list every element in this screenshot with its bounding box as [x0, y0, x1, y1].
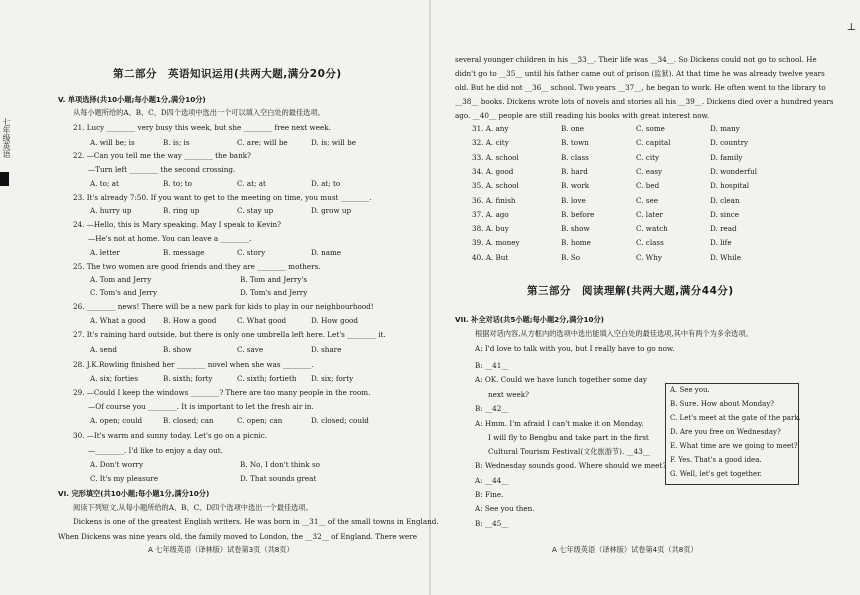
- option-25b: B. Tom and Jerry's: [240, 275, 308, 284]
- question-22b: —Turn left ________ the second crossing.: [88, 165, 236, 174]
- cloze-36-option-d: D. clean: [710, 195, 740, 205]
- cloze-35-option-b: B. work: [561, 181, 590, 191]
- option-27-a: A. send: [90, 345, 117, 354]
- box-option-b: B. Sure. How about Monday?: [670, 400, 775, 408]
- option-25a: A. Tom and Jerry: [90, 275, 152, 284]
- option-22-c: C. at; at: [237, 179, 266, 188]
- section-v-heading: V. 单项选择(共10小题;每小题1分,满分10分): [58, 95, 206, 104]
- question-26: 26. ________ news! There will be a new park for kids to play in our neighbourhood!: [73, 302, 374, 311]
- cloze-33-option-b: B. class: [561, 152, 589, 162]
- passage-line-1: Dickens is one of the greatest English writers. He was born in __31__ of the small towns in England.: [73, 517, 439, 526]
- cloze-32-option-b: B. town: [561, 138, 589, 148]
- box-option-d: D. Are you free on Wednesday?: [670, 428, 781, 436]
- cloze-31-option-c: C. some: [636, 124, 665, 133]
- part-three-title: 第三部分 阅读理解(共两大题,满分44分): [527, 285, 734, 297]
- cloze-40-option-c: C. Why: [636, 252, 662, 262]
- cloze-34-option-b: B. hard: [561, 166, 588, 176]
- option-28-d: D. six; forty: [311, 374, 354, 383]
- cloze-33-option-a: 33. A. school: [472, 152, 519, 162]
- dialog-line-12: A: See you then.: [475, 504, 535, 513]
- question-21: 21. Lucy ________ very busy this week, but she ________ free next week.: [73, 123, 331, 132]
- option-21-c: C. are; will be: [237, 138, 288, 147]
- option-22-d: D. at; to: [311, 179, 341, 188]
- dialog-line-11: B: Fine.: [475, 490, 504, 499]
- dialog-line-1: A: I'd love to talk with you, but I really have to go now.: [475, 344, 675, 353]
- option-23-a: A. hurry up: [90, 206, 132, 215]
- question-29a: 29. —Could I keep the windows ________? There are too many people in the room.: [73, 388, 371, 397]
- option-24-d: D. name: [311, 248, 342, 257]
- cloze-37-option-d: D. since: [710, 209, 739, 219]
- section-vii-instruction: 根据对话内容,从方框内的选项中选出能填入空白处的最佳选项,其中有两个为多余选项。: [475, 329, 753, 338]
- cloze-33-option-d: D. family: [710, 152, 743, 162]
- section-vii-heading: VII. 补全对话(共5小题;每小题2分,满分10分): [455, 315, 604, 324]
- dialog-line-13: B: __45__: [475, 519, 509, 528]
- question-22a: 22. —Can you tell me the way ________ the bank?: [73, 151, 251, 160]
- option-21-a: A. will be; is: [90, 138, 135, 147]
- cloze-38-option-d: D. read: [710, 224, 737, 234]
- question-27: 27. It's raining hard outside, but there is only one umbrella left here. Let's ________ it.: [73, 330, 386, 339]
- box-option-a: A. See you.: [670, 386, 710, 394]
- cloze-35-option-a: 35. A. school: [472, 181, 519, 191]
- question-30a: 30. —It's warm and sunny today. Let's go on a picnic.: [73, 431, 268, 440]
- option-26-d: D. How good: [311, 316, 358, 325]
- cloze-34-option-c: C. easy: [636, 166, 663, 176]
- option-28-a: A. six; forties: [90, 374, 139, 383]
- cloze-33-option-c: C. city: [636, 152, 660, 162]
- question-29b: —Of course you ________. It is important to let the fresh air in.: [88, 402, 314, 411]
- page-fold: [429, 0, 431, 595]
- cloze-31-option-d: D. many: [710, 124, 740, 133]
- cloze-34-option-a: 34. A. good: [472, 166, 514, 176]
- section-vi-instruction: 阅读下列短文,从每小题所给的A、B、C、D四个选项中选出一个最佳选项。: [73, 503, 313, 512]
- cloze-35-option-d: D. hospital: [710, 181, 750, 191]
- question-30b: —________. I'd like to enjoy a day out.: [88, 446, 223, 455]
- option-29-b: B. closed; can: [163, 416, 214, 425]
- section-vi-heading: VI. 完形填空(共10小题;每小题1分,满分10分): [58, 489, 210, 498]
- option-26-a: A. What a good: [90, 316, 146, 325]
- option-25d: D. Tom's and Jerry: [240, 288, 308, 297]
- dialog-line-8: Cultural Tourism Festival(文化旅游节). __43__: [488, 447, 650, 456]
- cloze-39-option-d: D. life: [710, 238, 732, 248]
- option-29-c: C. open; can: [237, 416, 283, 425]
- option-21-d: D. is; will be: [311, 138, 356, 147]
- cloze-31-option-a: 31. A. any: [472, 124, 509, 133]
- cloze-40-option-a: 40. A. But: [472, 252, 509, 262]
- dialog-line-2: B: __41__: [475, 361, 509, 370]
- passage-line-6: __38__ books. Dickens wrote lots of novels and stories all his __39__. Dickens died over a hundred years: [455, 97, 834, 106]
- cloze-34-option-d: D. wonderful: [710, 166, 758, 176]
- cloze-32-option-c: C. capital: [636, 138, 671, 148]
- option-26-c: C. What good: [237, 316, 287, 325]
- dialog-line-10: A: __44__: [475, 476, 509, 485]
- corner-mark: ⊥: [846, 22, 856, 33]
- cloze-39-option-c: C. class: [636, 238, 664, 248]
- option-24-c: C. story: [237, 248, 266, 257]
- option-22-b: B. to; to: [163, 179, 192, 188]
- option-27-d: D. share: [311, 345, 342, 354]
- option-23-c: C. stay up: [237, 206, 274, 215]
- cloze-37-option-c: C. later: [636, 209, 663, 219]
- option-30a: A. Don't worry: [90, 460, 144, 469]
- right-page-footer: A 七年级英语（译林版）试卷第4页（共8页）: [552, 545, 698, 554]
- option-28-c: C. sixth; fortieth: [237, 374, 297, 383]
- cloze-40-option-b: B. So: [561, 252, 581, 262]
- cloze-37-option-a: 37. A. ago: [472, 209, 509, 219]
- option-21-b: B. is; is: [163, 138, 190, 147]
- option-23-d: D. grow up: [311, 206, 352, 215]
- cloze-39-option-b: B. home: [561, 238, 591, 248]
- section-v-instruction: 从每小题所给的A、B、C、D四个选项中选出一个可以填入空白处的最佳选项。: [73, 108, 325, 117]
- dialog-line-9: B: Wednesday sounds good. Where should we meet?: [475, 461, 667, 470]
- cloze-38-option-a: 38. A. buy: [472, 224, 509, 234]
- option-30c: C. It's my pleasure: [90, 474, 159, 483]
- question-24b: —He's not at home. You can leave a ________.: [88, 234, 252, 243]
- option-24-a: A. letter: [90, 248, 120, 257]
- option-25c: C. Tom's and Jerry: [90, 288, 158, 297]
- dialog-line-6: A: Hmm. I'm afraid I can't make it on Monday.: [475, 419, 644, 428]
- passage-line-7: ago. __40__ people are still reading his books with great interest now.: [455, 111, 710, 120]
- cloze-40-option-d: D. While: [710, 252, 741, 262]
- part-two-title: 第二部分 英语知识运用(共两大题,满分20分): [113, 68, 342, 80]
- passage-line-5: old. But he did not __36__ school. Two years __37__, he began to work. He often went to the library to: [455, 83, 826, 92]
- cloze-38-option-b: B. show: [561, 224, 590, 234]
- cloze-32-option-d: D. country: [710, 138, 749, 148]
- option-23-b: B. ring up: [163, 206, 200, 215]
- dialog-line-7: I will fly to Bengbu and take part in the first: [488, 433, 649, 442]
- dialog-line-5: B: __42__: [475, 404, 509, 413]
- passage-line-4: didn't go to __35__ until his father came out of prison (监狱). At that time he was already twelve years: [455, 69, 825, 78]
- dialog-line-4: next week?: [488, 390, 529, 399]
- registration-mark: [0, 172, 9, 186]
- cloze-36-option-a: 36. A. finish: [472, 195, 516, 205]
- box-option-e: E. What time are we going to meet?: [670, 442, 798, 450]
- left-page-footer: A 七年级英语（译林版）试卷第3页（共8页）: [148, 545, 294, 554]
- side-tag: 七年级英语: [2, 118, 11, 158]
- cloze-38-option-c: C. watch: [636, 224, 668, 234]
- option-29-a: A. open; could: [90, 416, 143, 425]
- option-28-b: B. sixth; forty: [163, 374, 213, 383]
- cloze-39-option-a: 39. A. money: [472, 238, 520, 248]
- question-24a: 24. —Hello, this is Mary speaking. May I speak to Kevin?: [73, 220, 282, 229]
- option-29-d: D. closed; could: [311, 416, 369, 425]
- question-25: 25. The two women are good friends and they are ________ mothers.: [73, 262, 321, 271]
- option-26-b: B. How a good: [163, 316, 217, 325]
- box-option-f: F. Yes. That's a good idea.: [670, 456, 762, 464]
- passage-line-2: When Dickens was nine years old, the family moved to London, the __32__ of England. There were: [58, 532, 417, 541]
- option-27-c: C. save: [237, 345, 264, 354]
- cloze-36-option-b: B. love: [561, 195, 586, 205]
- question-28: 28. J.K.Rowling finished her ________ novel when she was ________.: [73, 360, 314, 369]
- cloze-35-option-c: C. bed: [636, 181, 660, 191]
- option-30d: D. That sounds great: [240, 474, 317, 483]
- box-option-c: C. Let's meet at the gate of the park.: [670, 414, 801, 422]
- cloze-31-option-b: B. one: [561, 124, 585, 133]
- option-30b: B. No, I don't think so: [240, 460, 320, 469]
- option-22-a: A. to; at: [90, 179, 119, 188]
- dialog-line-3: A: OK. Could we have lunch together some day: [475, 375, 647, 384]
- box-option-g: G. Well, let's get together.: [670, 470, 763, 478]
- question-23: 23. It's already 7:50. If you want to get to the meeting on time, you must ________.: [73, 193, 372, 202]
- cloze-36-option-c: C. see: [636, 195, 659, 205]
- cloze-32-option-a: 32. A. city: [472, 138, 509, 148]
- option-27-b: B. show: [163, 345, 192, 354]
- passage-line-3: several younger children in his __33__. Their life was __34__. So Dickens could not go to school. He: [455, 55, 817, 64]
- option-24-b: B. message: [163, 248, 205, 257]
- cloze-37-option-b: B. before: [561, 209, 595, 219]
